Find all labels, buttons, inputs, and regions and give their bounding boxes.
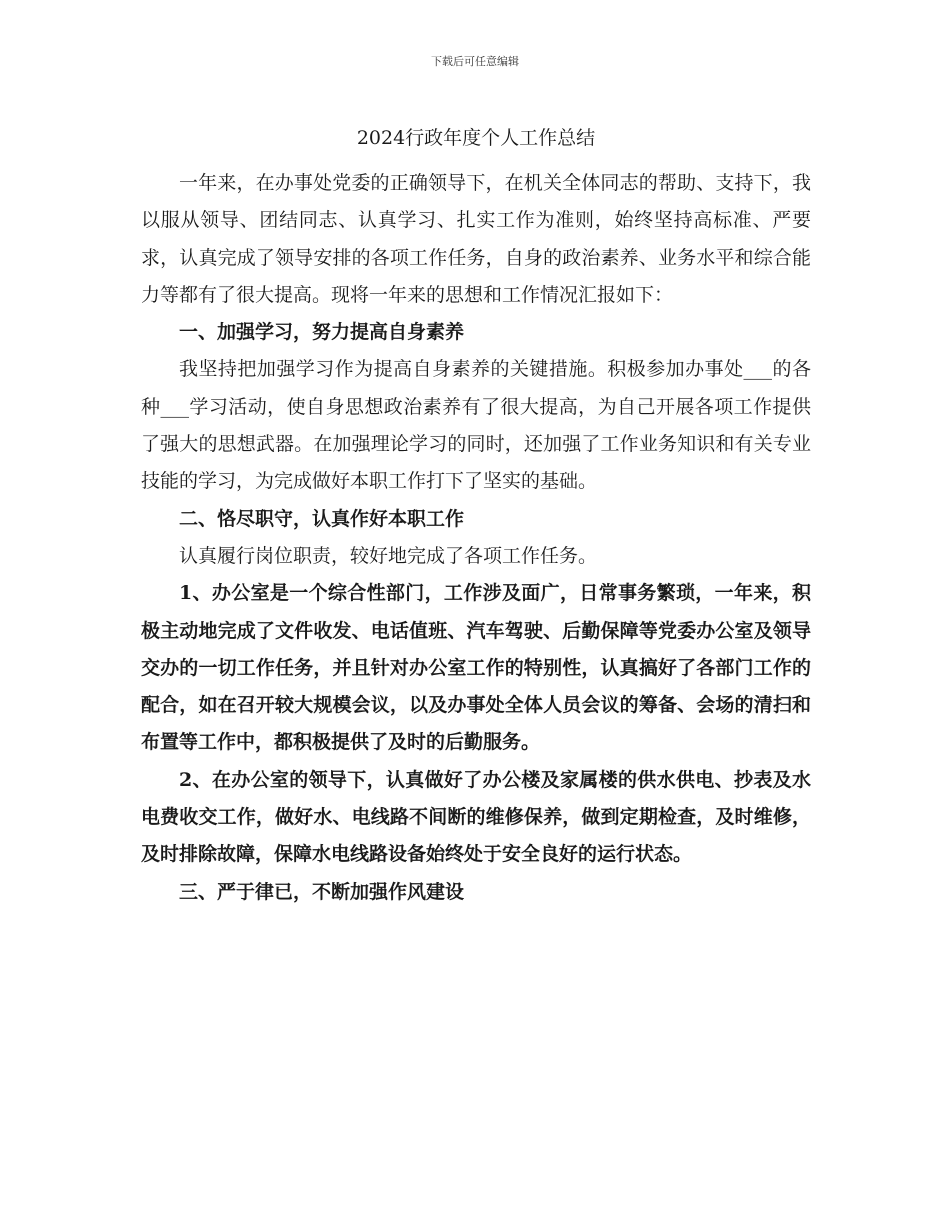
- section-1-paragraph: 我坚持把加强学习作为提高自身素养的关键措施。积极参加办事处___的各种___学习活动，使自身思想政治素养有了很大提高，为自己开展各项工作提供了强大的思想武器。在加强理论学习的同时，还加强了工作业务知识和有关专业技能的学习，为完成做好本职工作打下了坚实的基础。: [141, 358, 811, 493]
- section-2-summary: 认真履行岗位职责，较好地完成了各项工作任务。: [179, 544, 598, 567]
- section-2-item-1: 1、办公室是一个综合性部门，工作涉及面广，日常事务繁琐，一年来，积极主动地完成了文件收发、电话值班、汽车驾驶、后勤保障等党委办公室及领导交办的一切工作任务，并且针对办公室工作的特别性，认真搞好了各部门工作的配合，如在召开较大规模会议，以及办事处全体人员会议的筹备、会场的清扫和布置等工作中，都积极提供了及时的后勤服务。: [141, 582, 811, 754]
- page-header-note: 下载后可任意编辑: [431, 55, 519, 68]
- section-heading-3: 三、严于律已，不断加强作风建设: [179, 880, 465, 903]
- intro-paragraph: 一年来，在办事处党委的正确领导下，在机关全体同志的帮助、支持下，我以服从领导、团结同志、认真学习、扎实工作为准则，始终坚持高标准、严要求，认真完成了领导安排的各项工作任务，自身的政治素养、业务水平和综合能力等都有了很大提高。现将一年来的思想和工作情况汇报如下：: [141, 172, 811, 306]
- section-2-item-2: 2、在办公室的领导下，认真做好了办公楼及家属楼的供水供电、抄表及水电费收交工作，做好水、电线路不间断的维修保养，做到定期检查，及时维修，及时排除故障，保障水电线路设备始终处于安全良好的运行状态。: [141, 768, 811, 866]
- section-heading-1: 一、加强学习，努力提高自身素养: [179, 321, 465, 344]
- document-title: 2024行政年度个人工作总结: [356, 127, 596, 149]
- section-heading-2: 二、恪尽职守，认真作好本职工作: [179, 507, 465, 530]
- document-body: [141, 116, 811, 911]
